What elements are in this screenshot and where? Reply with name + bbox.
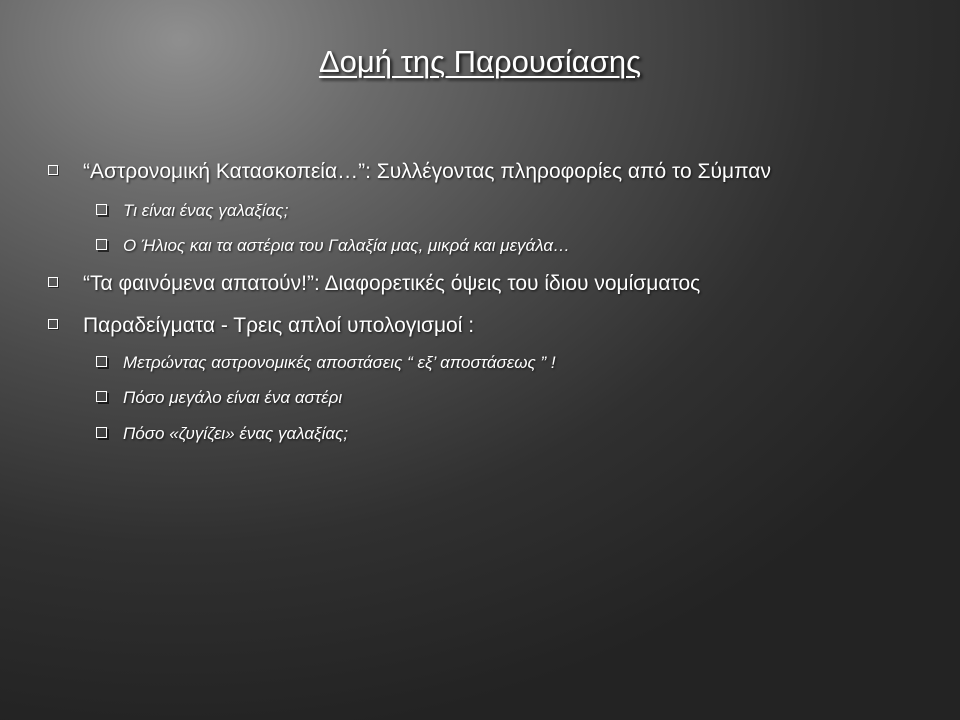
outline-subitem-text: Μετρώντας αστρονομικές αποστάσεις “ εξ’ αποστάσεως ” ! bbox=[123, 353, 556, 372]
hollow-square-bullet-icon bbox=[48, 165, 58, 175]
outline-subitem-text: Ο Ήλιος και τα αστέρια του Γαλαξία μας, μικρά και μεγάλα… bbox=[123, 236, 571, 255]
outline-item bbox=[48, 272, 700, 296]
hollow-square-bullet-icon bbox=[48, 277, 58, 287]
outline-item-text: Παραδείγματα - Τρεις απλοί υπολογισμοί : bbox=[83, 314, 475, 337]
outline-subitem bbox=[96, 424, 348, 444]
hollow-square-bullet-icon bbox=[96, 356, 107, 367]
outline-subitem bbox=[96, 236, 570, 256]
hollow-square-bullet-icon bbox=[96, 204, 107, 215]
outline-item-text: “Αστρονομική Κατασκοπεία…”: Συλλέγοντας πληροφορίες από το Σύμπαν bbox=[83, 160, 771, 183]
outline-item bbox=[48, 160, 771, 184]
hollow-square-bullet-icon bbox=[96, 427, 107, 438]
outline-subitem-text: Τι είναι ένας γαλαξίας; bbox=[123, 201, 289, 220]
hollow-square-bullet-icon bbox=[48, 319, 58, 329]
outline-subitem bbox=[96, 201, 288, 221]
hollow-square-bullet-icon bbox=[96, 239, 107, 250]
outline-subitem-text: Πόσο μεγάλο είναι ένα αστέρι bbox=[123, 388, 343, 407]
outline-item-text: “Τα φαινόμενα απατούν!”: Διαφορετικές όψεις του ίδιου νομίσματος bbox=[83, 272, 701, 295]
hollow-square-bullet-icon bbox=[96, 391, 107, 402]
outline-subitem bbox=[96, 388, 342, 408]
outline-subitem bbox=[96, 353, 556, 373]
outline-item bbox=[48, 314, 474, 338]
outline-subitem-text: Πόσο «ζυγίζει» ένας γαλαξίας; bbox=[123, 424, 349, 443]
slide-title: Δομή της Παρουσίασης bbox=[318, 44, 642, 79]
